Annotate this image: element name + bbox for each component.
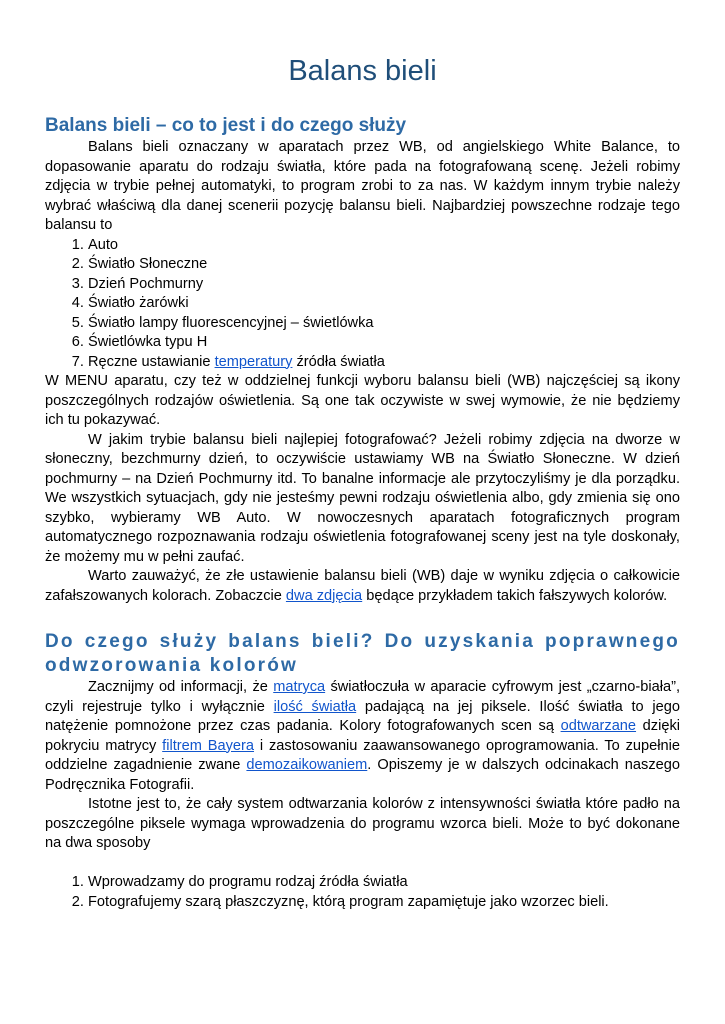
paragraph-text: Warto zauważyć, że złe ustawienie balansu bieli (WB) daje w wyniku zdjęcia o całkowicie zafałszowanych kolorach. Zobaczcie — [45, 568, 680, 604]
methods-list — [45, 873, 680, 912]
paragraph-text: padającą na jej piksele. Ilość światła to jego natężenie pomnożone przez czas padania. Kolory fotografowanych scen są — [45, 698, 680, 734]
white-reference-paragraph: Istotne jest to, że cały system odtwarzania kolorów z intensywności światła które padło na poszczególne piksele wymaga wprowadzenia do programu wzorca bieli. Może to być dokonane na dwa sposoby — [45, 796, 680, 851]
list-item-text: Ręczne ustawianie — [88, 353, 215, 370]
section1-intro: Balans bieli oznaczany w aparatach przez WB, od angielskiego White Balance, to dopasowanie aparatu do rodzaju światła, które pada na fotografowaną scenę. Jeżeli robimy zdjęcia w trybie pełnej automatyki, to program zrobi to za nas. W każdym innym trybie należy wybrać właściwą dla danej scenerii pozycję balansu bieli. Najbardziej powszechne rodzaje tego balansu to — [45, 139, 680, 233]
bayer-filter-link[interactable]: filtrem Bayera — [162, 737, 255, 754]
blank-line — [45, 854, 680, 874]
menu-paragraph: W MENU aparatu, czy też w oddzielnej funkcji wyboru balansu bieli (WB) najczęściej są ikony poszczególnych rodzajów oświetlenia. Są one tak oczywiste w swej wymowie, że nie będziemy ich tu pokazywać. — [45, 373, 680, 428]
section1-heading: Balans bieli – co to jest i do czego służy — [45, 115, 407, 136]
two-photos-link[interactable]: dwa zdjęcia — [285, 587, 363, 604]
list-item: 1. Auto — [88, 236, 680, 256]
list-item: 3. Dzień Pochmurny — [88, 275, 680, 295]
paragraph-text: będące przykładem takich fałszywych kolorów. — [362, 587, 668, 604]
paragraph-text: . Opiszemy je w dalszych odcinakach naszego Podręcznika Fotografii. — [45, 757, 680, 793]
mode-paragraph: W jakim trybie balansu bieli najlepiej fotografować? Jeżeli robimy zdjęcia na dworze w słoneczny, bezchmurny dzień, to oczywiście ustawiamy WB na Światło Słoneczne. W dzień pochmurny – na Dzień Pochmurny itd. To banalne informacje ale przytoczyliśmy je dla porządku. We wszystkich sytuacjach, gdy nie jesteśmy pewni rodzaju oświetlenia albo, gdy zmienia się ono szybko, wybieramy WB Auto. W nowoczesnych aparatach fotograficznych program automatycznego rozpoznawania rodzaju oświetlenia fotografowanej sceny jest na tyle doskonały, że możemy mu w pełni zaufać. — [45, 431, 680, 565]
light-amount-link[interactable]: ilość światła — [273, 698, 357, 715]
list-item: 4. Światło żarówki — [88, 294, 680, 314]
demosaicing-link[interactable]: demozaikowaniem — [246, 757, 368, 773]
matrix-link[interactable]: matryca — [273, 679, 326, 695]
list-item: 1. Wprowadzamy do programu rodzaj źródła światła — [88, 873, 680, 893]
wb-modes-list — [45, 236, 680, 373]
paragraph-text: Zacznijmy od informacji, że — [88, 679, 274, 695]
paragraph-text: i zastosowaniu zaawansowanego oprogramowania. To zupełnie oddzielne zagadnienie zwane — [45, 737, 681, 773]
list-item: 2. Światło Słoneczne — [88, 255, 680, 275]
list-item: 5. Światło lampy fluorescencyjnej – świetlówka — [88, 314, 680, 334]
sensor-paragraph — [45, 678, 680, 795]
list-item — [88, 353, 680, 373]
list-item-text: źródła światła — [292, 353, 385, 370]
list-item: 2. Fotografujemy szarą płaszczyznę, którą program zapamiętuje jako wzorzec bieli. — [88, 893, 680, 913]
paragraph-text: światłoczuła w aparacie cyfrowym jest „czarno-biała”, czyli rejestruje tylko i wyłącznie — [45, 679, 680, 715]
list-item: 6. Świetlówka typu H — [88, 333, 680, 353]
paragraph-text: dzięki pokryciu matrycy — [45, 718, 680, 754]
temperature-link[interactable]: temperatury — [214, 353, 293, 370]
page-title: Balans bieli — [288, 55, 437, 87]
section2-heading: Do czego służy balans bieli? Do uzyskania poprawnego odwzorowania kolorów — [45, 631, 680, 676]
reproduced-link[interactable]: odtwarzane — [560, 718, 637, 734]
warning-paragraph — [45, 567, 680, 606]
